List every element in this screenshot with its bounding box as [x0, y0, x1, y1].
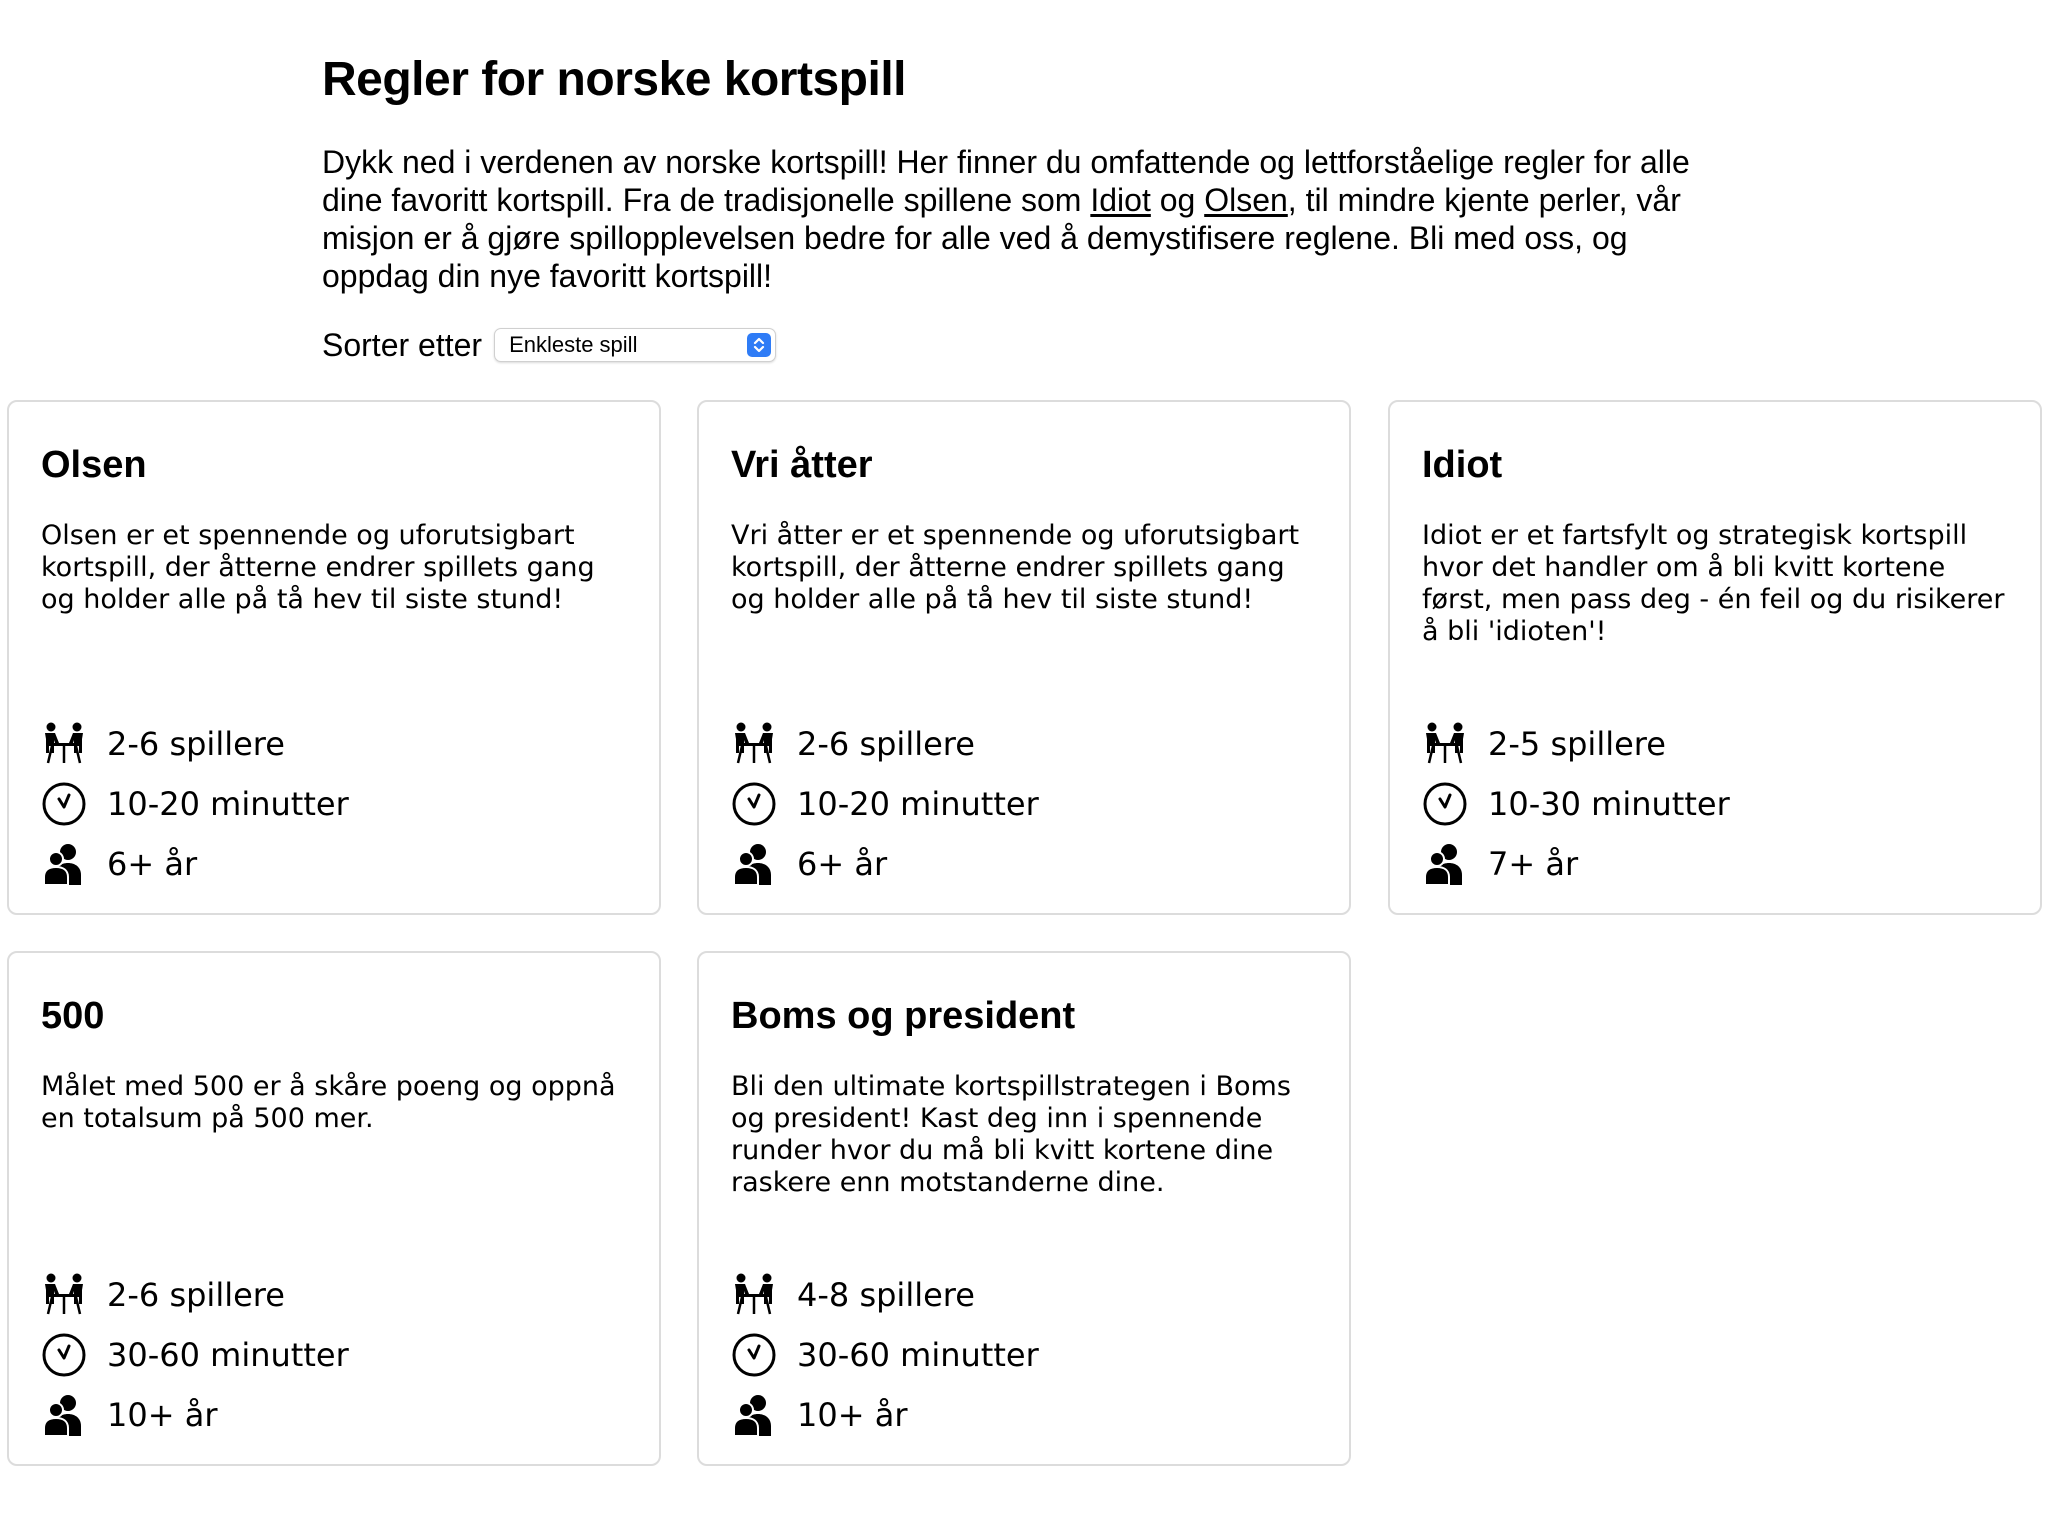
intro-section: [322, 0, 1742, 365]
game-card-olsen[interactable]: [7, 400, 661, 915]
game-title: Olsen: [41, 444, 147, 486]
clock-icon: [1422, 781, 1468, 827]
time-fact: [1422, 774, 1730, 834]
age-fact: [41, 834, 349, 894]
game-title: Boms og president: [731, 995, 1076, 1037]
players-at-table-icon: [41, 721, 87, 767]
players-count: 2-6 spillere: [107, 725, 285, 763]
min-age: 7+ år: [1488, 845, 1579, 883]
people-icon: [41, 1392, 87, 1438]
min-age: 6+ år: [107, 845, 198, 883]
idiot-link[interactable]: Idiot: [1090, 182, 1151, 218]
game-facts: [731, 714, 1039, 894]
game-facts: [731, 1265, 1039, 1445]
sort-select[interactable]: [494, 328, 776, 362]
age-fact: [1422, 834, 1730, 894]
game-description: Vri åtter er et spennende og uforutsigbart kortspill, der åtterne endrer spillets gang og holder alle på tå hev til siste stund!: [731, 520, 1300, 615]
game-facts: [41, 1265, 349, 1445]
game-title: Vri åtter: [731, 444, 873, 486]
game-card-idiot[interactable]: [1388, 400, 2042, 915]
min-age: 10+ år: [107, 1396, 218, 1434]
time-fact: [41, 1325, 349, 1385]
age-fact: [41, 1385, 349, 1445]
people-icon: [731, 1392, 777, 1438]
clock-icon: [41, 1332, 87, 1378]
game-card-vri-atter[interactable]: [697, 400, 1351, 915]
game-title: 500: [41, 995, 105, 1037]
clock-icon: [731, 781, 777, 827]
players-count: 4-8 spillere: [797, 1276, 975, 1314]
players-fact: [1422, 714, 1730, 774]
game-description: Målet med 500 er å skåre poeng og oppnå en totalsum på 500 mer.: [41, 1071, 616, 1134]
play-time: 30-60 minutter: [107, 1336, 349, 1374]
game-description: Idiot er et fartsfylt og strategisk kortspill hvor det handler om å bli kvitt kortene først, men pass deg - én feil og du risikerer å bli 'idioten'!: [1422, 520, 2005, 647]
people-icon: [1422, 841, 1468, 887]
players-at-table-icon: [731, 721, 777, 767]
players-count: 2-5 spillere: [1488, 725, 1666, 763]
intro-text-part: , til mindre kjente perler, vår misjon er å gjøre spillopplevelsen bedre for alle ved å demystifisere reglene. Bli med oss, og oppdag din nye favoritt kortspill!: [322, 182, 1681, 294]
play-time: 10-30 minutter: [1488, 785, 1730, 823]
time-fact: [731, 1325, 1039, 1385]
players-count: 2-6 spillere: [107, 1276, 285, 1314]
people-icon: [41, 841, 87, 887]
page-title: Regler for norske kortspill: [322, 53, 906, 106]
intro-text: [322, 143, 1742, 295]
olsen-link[interactable]: Olsen: [1204, 182, 1288, 218]
play-time: 10-20 minutter: [797, 785, 1039, 823]
sort-row: [322, 325, 1742, 365]
game-card-500[interactable]: [7, 951, 661, 1466]
game-card-boms-og-president[interactable]: [697, 951, 1351, 1466]
min-age: 10+ år: [797, 1396, 908, 1434]
players-at-table-icon: [41, 1272, 87, 1318]
players-fact: [731, 714, 1039, 774]
age-fact: [731, 834, 1039, 894]
players-at-table-icon: [731, 1272, 777, 1318]
time-fact: [731, 774, 1039, 834]
game-facts: [1422, 714, 1730, 894]
age-fact: [731, 1385, 1039, 1445]
play-time: 10-20 minutter: [107, 785, 349, 823]
min-age: 6+ år: [797, 845, 888, 883]
chevron-up-down-icon: [747, 333, 771, 357]
time-fact: [41, 774, 349, 834]
game-title: Idiot: [1422, 444, 1503, 486]
players-fact: [41, 1265, 349, 1325]
players-at-table-icon: [1422, 721, 1468, 767]
game-facts: [41, 714, 349, 894]
players-count: 2-6 spillere: [797, 725, 975, 763]
game-description: Olsen er et spennende og uforutsigbart kortspill, der åtterne endrer spillets gang og holder alle på tå hev til siste stund!: [41, 520, 595, 615]
players-fact: [41, 714, 349, 774]
players-fact: [731, 1265, 1039, 1325]
game-description: Bli den ultimate kortspillstrategen i Boms og president! Kast deg inn i spennende runder hvor du må bli kvitt kortene dine raskere enn motstanderne dine.: [731, 1071, 1291, 1198]
intro-text-part: og: [1150, 182, 1205, 218]
clock-icon: [731, 1332, 777, 1378]
sort-label: Sorter etter: [322, 326, 483, 363]
sort-select-value: Enkleste spill: [509, 332, 638, 357]
play-time: 30-60 minutter: [797, 1336, 1039, 1374]
clock-icon: [41, 781, 87, 827]
intro-text-part: Dykk ned i verdenen av norske kortspill! Her finner du omfattende og lettforståelige regler for alle dine favoritt kortspill. Fra de tradisjonelle spillene som: [322, 144, 1690, 218]
people-icon: [731, 841, 777, 887]
